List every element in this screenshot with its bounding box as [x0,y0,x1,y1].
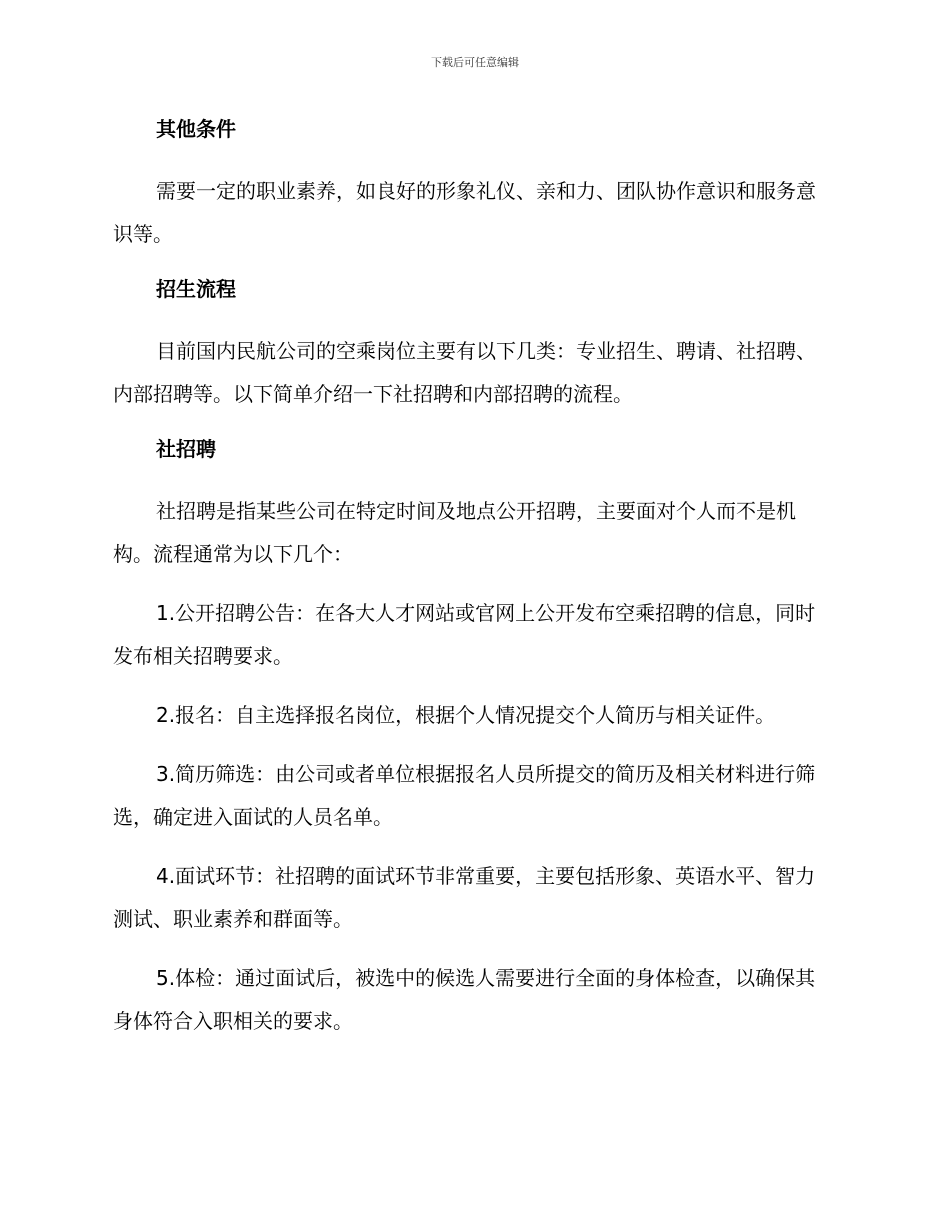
step-interview: 4.面试环节：社招聘的面试环节非常重要，主要包括形象、英语水平、智力测试、职业素养和群面等。 [113,864,816,931]
paragraph-social-recruitment-intro: 社招聘是指某些公司在特定时间及地点公开招聘，主要面对个人而不是机构。流程通常为以下几个： [113,499,796,566]
step-public-announcement: 1.公开招聘公告：在各大人才网站或官网上公开发布空乘招聘的信息，同时发布相关招聘要求。 [113,601,816,668]
step-registration: 2.报名：自主选择报名岗位，根据个人情况提交个人简历与相关证件。 [156,703,776,727]
page-header: 下载后可任意编辑 [431,56,519,69]
step-resume-screening: 3.简历筛选：由公司或者单位根据报名人员所提交的简历及相关材料进行筛选，确定进入面试的人员名单。 [113,762,816,829]
section-heading-social-recruitment: 社招聘 [156,437,216,461]
section-heading-other-conditions: 其他条件 [156,117,236,141]
section-heading-recruitment-process: 招生流程 [156,277,236,301]
paragraph-recruitment-types: 目前国内民航公司的空乘岗位主要有以下几类：专业招生、聘请、社招聘、内部招聘等。以下简单介绍一下社招聘和内部招聘的流程。 [113,339,816,406]
step-medical-exam: 5.体检：通过面试后，被选中的候选人需要进行全面的身体检查，以确保其身体符合入职相关的要求。 [113,966,816,1033]
paragraph-professional-quality: 需要一定的职业素养，如良好的形象礼仪、亲和力、团队协作意识和服务意识等。 [113,179,816,246]
document-body [113,112,831,1059]
